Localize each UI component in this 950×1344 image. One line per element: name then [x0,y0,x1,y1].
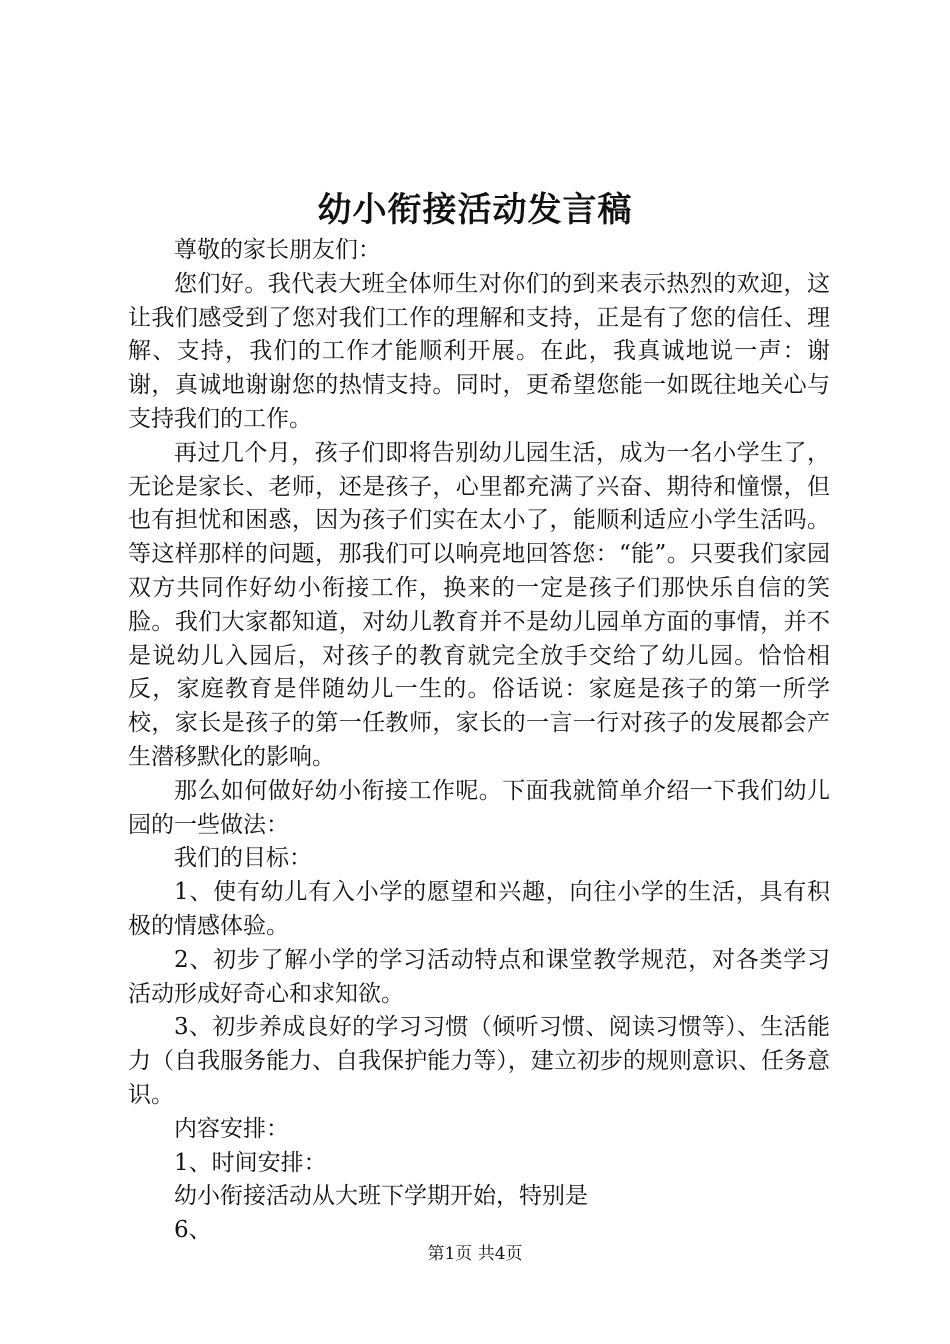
list-item: 2、初步了解小学的学习活动特点和课堂教学规范，对各类学习活动形成好奇心和求知欲。 [128,946,830,1007]
section-heading: 内容安排： [174,1115,289,1142]
section-heading: 我们的目标： [174,845,312,872]
body-paragraph: 幼小衔接活动从大班下学期开始，特别是 [174,1183,588,1210]
list-item: 1、时间安排： [174,1149,327,1176]
list-item: 3、初步养成良好的学习习惯（倾听习惯、阅读习惯等）、生活能力（自我服务能力、自我保护能力等），建立初步的规则意识、任务意识。 [128,1014,830,1108]
salutation-paragraph: 尊敬的家长朋友们： [174,237,381,263]
body-paragraph: 再过几个月，孩子们即将告别幼儿园生活，成为一名小学生了，无论是家长、老师，还是孩子，心里都充满了兴奋、期待和憧憬，但也有担忧和困惑，因为孩子们实在太小了，能顺利适应小学生活吗。等这样那样的问题，那我们可以响亮地回答您：“能”。只要我们家园双方共同作好幼小衔接工作，换来的一定是孩子们那快乐自信的笑脸。我们大家都知道，对幼儿教育并不是幼儿园单方面的事情，并不是说幼儿入园后，对孩子的教育就完全放手交给了幼儿园。恰恰相反，家庭教育是伴随幼儿一生的。俗话说：家庭是孩子的第一所学校，家长是孩子的第一任教师，家长的一言一行对孩子的发展都会产生潜移默化的影响。 [128,439,830,770]
list-item: 6、 [174,1217,212,1244]
list-item: 1、使有幼儿有入小学的愿望和兴趣，向往小学的生活，具有积极的情感体验。 [128,879,830,939]
page-number-footer: 第1页 共4页 [427,1244,523,1264]
document-title: 幼小衔接活动发言稿 [317,190,633,230]
body-paragraph: 您们好。我代表大班全体师生对你们的到来表示热烈的欢迎，这让我们感受到了您对我们工作的理解和支持，正是有了您的信任、理解、支持，我们的工作才能顺利开展。在此，我真诚地说一声：谢谢，真诚地谢谢您的热情支持。同时，更希望您能一如既往地关心与支持我们的工作。 [128,270,830,432]
document-body [128,234,830,1248]
body-paragraph: 那么如何做好幼小衔接工作呢。下面我就简单介绍一下我们幼儿园的一些做法： [128,777,830,838]
